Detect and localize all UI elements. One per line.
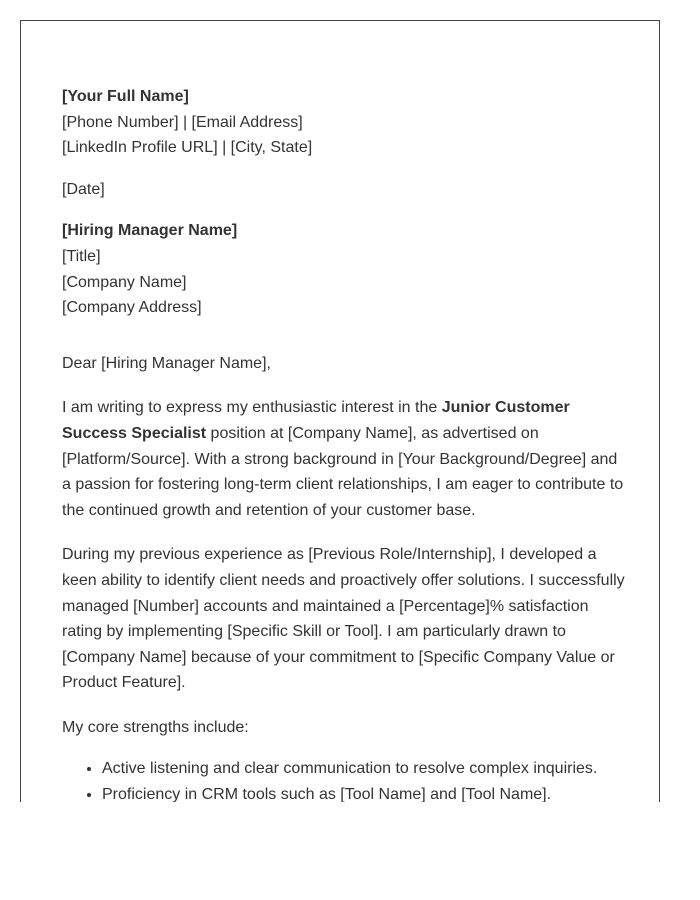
- letter-date: [Date]: [62, 180, 105, 198]
- job-title-highlight: Junior Customer Success Specialist: [62, 399, 570, 442]
- sender-contact-line: [Phone Number] | [Email Address]: [62, 113, 303, 131]
- paragraph-intro-rest: position at [Company Name], as advertised on [Platform/Source]. With a strong background in [Your Background/Degree] and a passion for fostering long-term client relationships, I am eager to contribute to the continued growth and retention of your customer base.: [62, 424, 624, 519]
- list-item: • Proficiency in CRM tools such as [Tool Name] and [Tool Name].: [102, 782, 626, 802]
- strengths-list: [62, 756, 626, 802]
- sender-block: [62, 84, 626, 161]
- list-item: • Active listening and clear communication to resolve complex inquiries.: [102, 756, 626, 782]
- paragraph-intro-start: I am writing to express my enthusiastic interest in the: [62, 399, 442, 417]
- recipient-name: [Hiring Manager Name]: [62, 222, 238, 240]
- paragraph-experience: During my previous experience as [Previous Role/Internship], I developed a keen ability to identify client needs and proactively offer solutions. I successfully managed [Number] accounts and maintained a [Percentage]% satisfaction rating by implementing [Specific Skill or Tool]. I am particularly drawn to [Company Name] because of your commitment to [Specific Company Value or Product Feature].: [62, 546, 625, 692]
- recipient-company: [Company Name]: [62, 273, 187, 291]
- letter-page: [20, 20, 660, 802]
- paragraph-intro: [62, 395, 626, 523]
- recipient-title: [Title]: [62, 247, 101, 265]
- letter-content: [62, 84, 626, 802]
- sender-profile-line: [LinkedIn Profile URL] | [City, State]: [62, 139, 313, 157]
- strengths-intro: My core strengths include:: [62, 718, 249, 736]
- sender-name: [Your Full Name]: [62, 88, 189, 105]
- salutation: Dear [Hiring Manager Name],: [62, 354, 271, 372]
- recipient-address: [Company Address]: [62, 299, 202, 317]
- recipient-block: [62, 218, 626, 320]
